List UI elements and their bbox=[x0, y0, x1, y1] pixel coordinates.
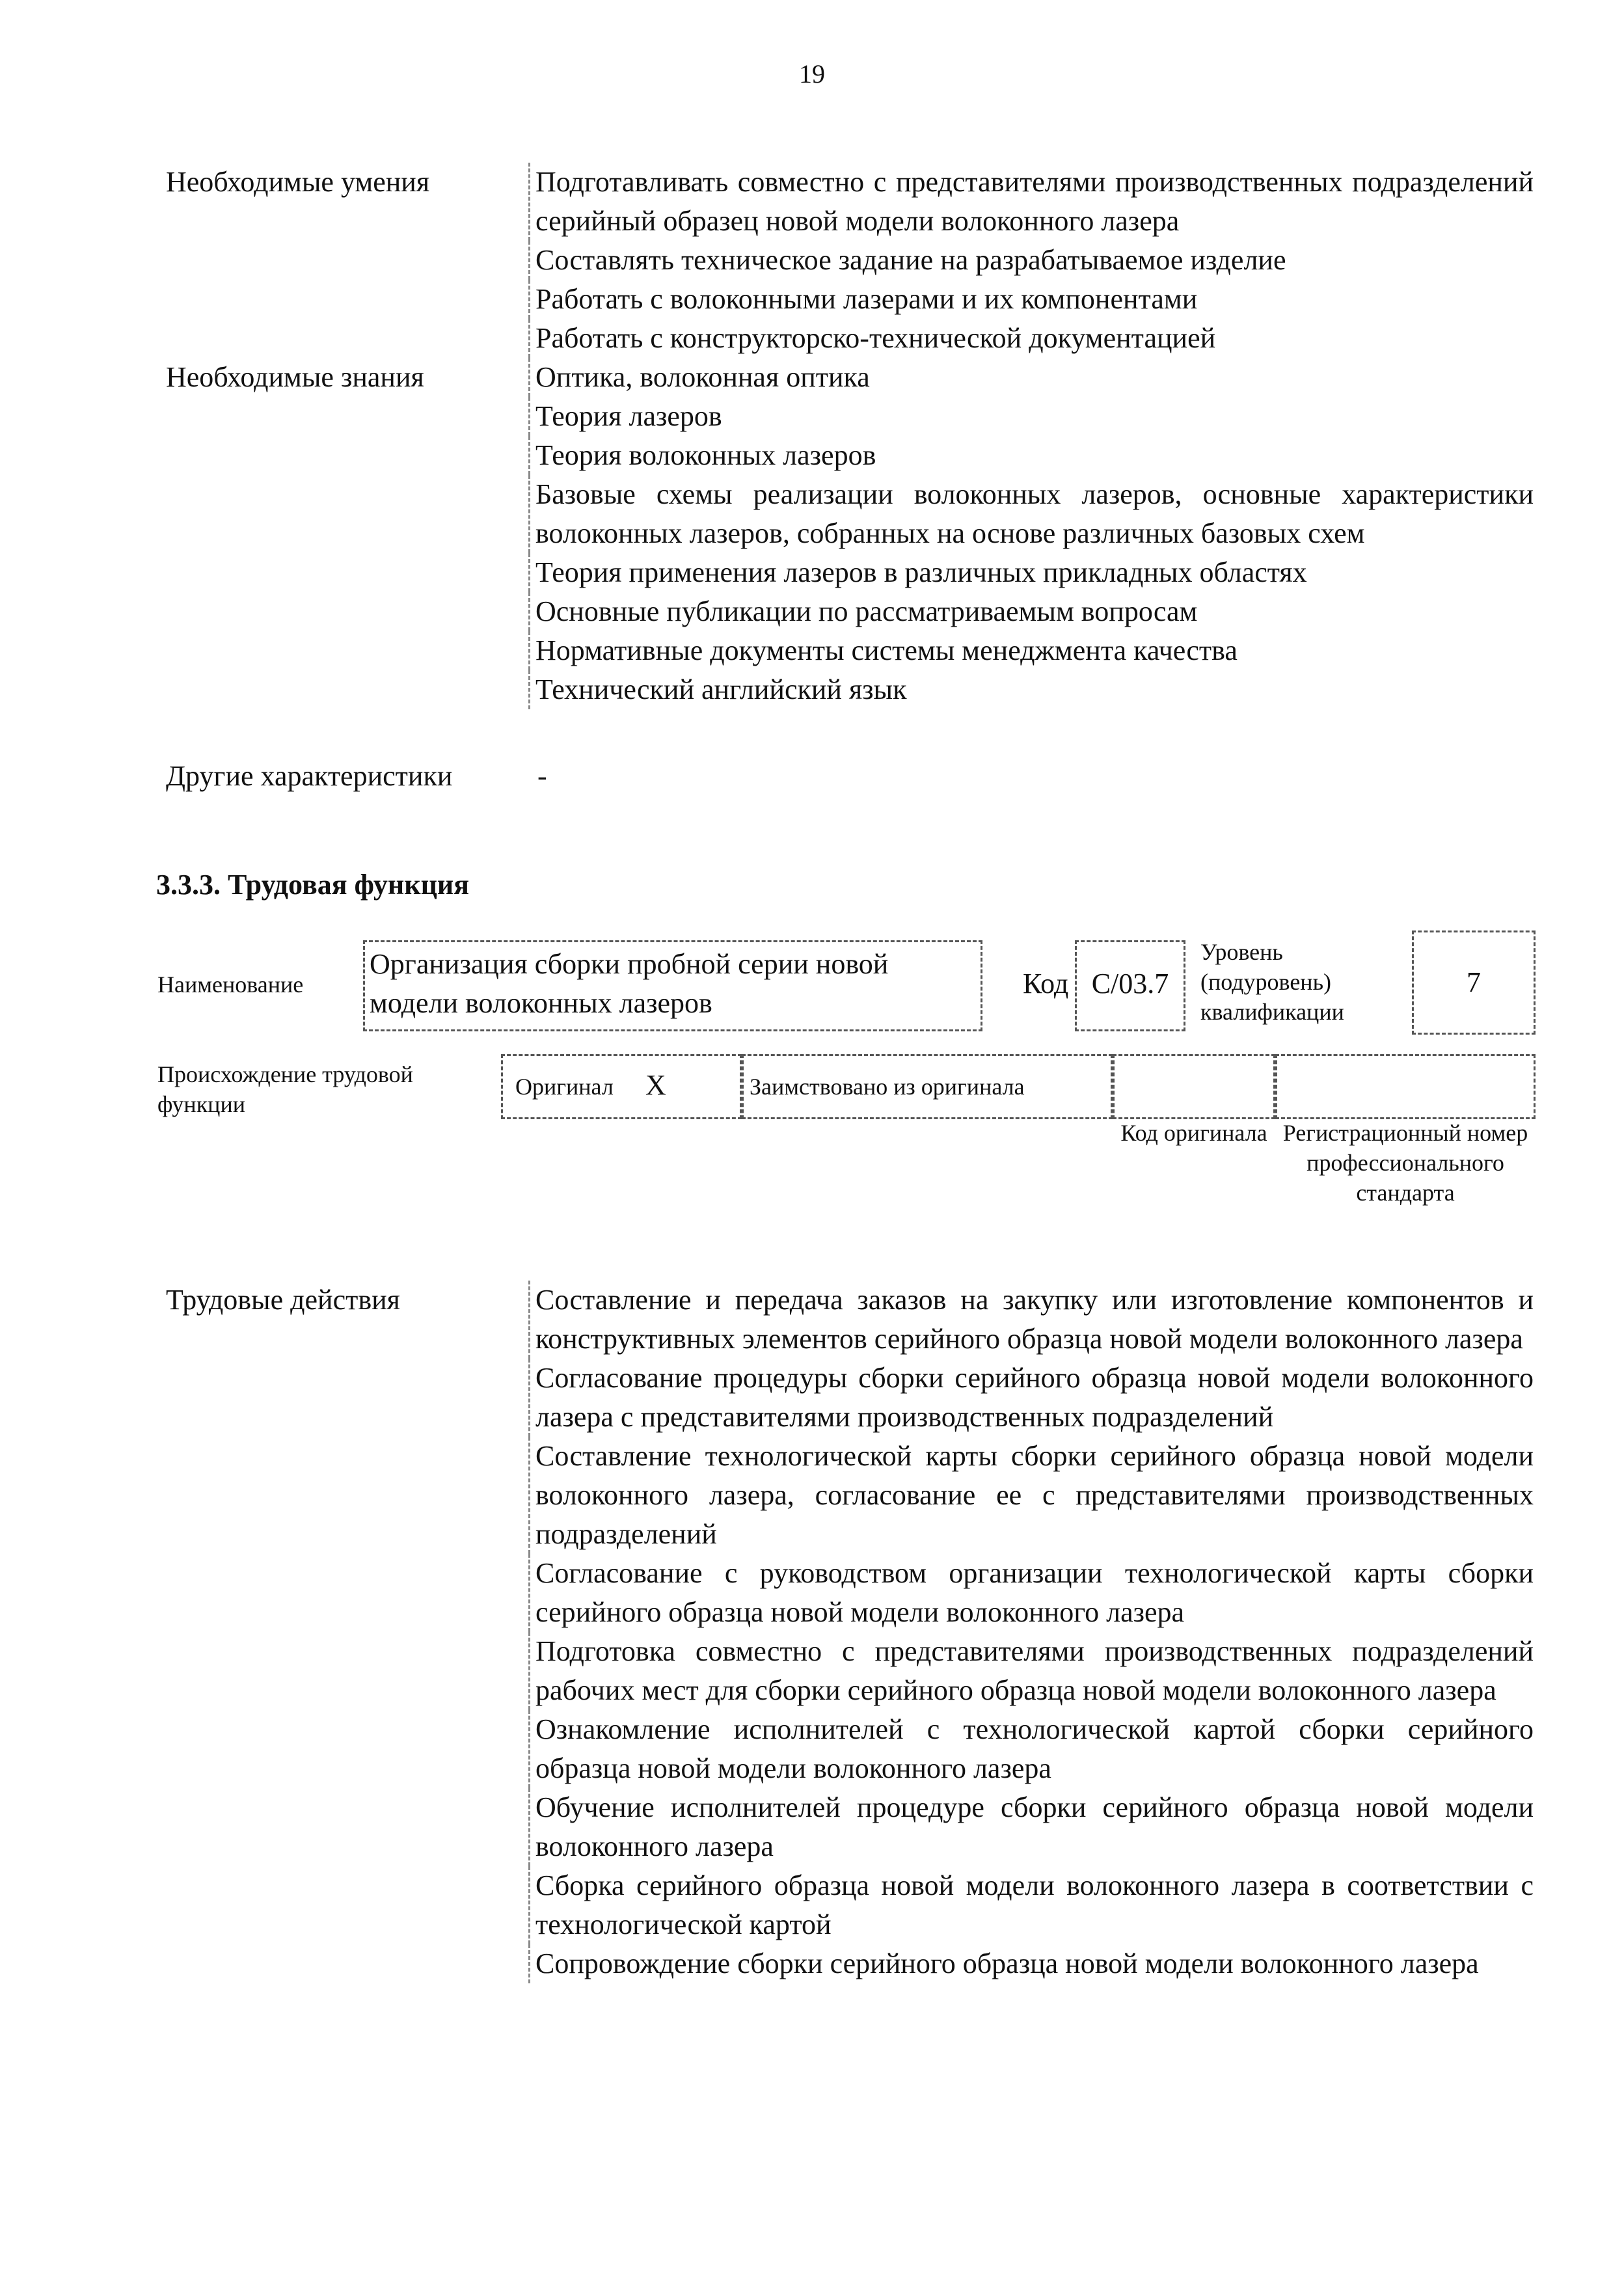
function-name: Организация сборки пробной серии новой модели волоконных лазеров bbox=[370, 948, 889, 1019]
knowledge-item: Теория волоконных лазеров bbox=[528, 436, 1534, 475]
knowledge-item: Основные публикации по рассматриваемым вопросам bbox=[528, 592, 1534, 631]
skills-item: Работать с волоконными лазерами и их компонентами bbox=[528, 280, 1534, 319]
skills-item: Подготавливать совместно с представителями производственных подразделений серийный образец новой модели волоконного лазера bbox=[528, 163, 1534, 241]
action-item: Составление и передача заказов на закупку или изготовление компонентов и конструктивных элементов серийного образца новой модели волоконного лазера bbox=[528, 1281, 1534, 1359]
skills-item: Составлять техническое задание на разрабатываемое изделие bbox=[528, 241, 1534, 280]
level-label: Уровень (подуровень) квалификации bbox=[1200, 939, 1344, 1025]
knowledge-item: Базовые схемы реализации волоконных лазеров, основные характеристики волоконных лазеров, собранных на основе различных базовых схем bbox=[528, 475, 1534, 553]
action-item: Сборка серийного образца новой модели волоконного лазера в соответствии с технологической картой bbox=[528, 1866, 1534, 1944]
action-item: Составление технологической карты сборки серийного образца новой модели волоконного лазера, согласование ее с представителями производственных подразделений bbox=[528, 1437, 1534, 1554]
action-item: Сопровождение сборки серийного образца новой модели волоконного лазера bbox=[528, 1944, 1534, 1983]
action-item: Согласование с руководством организации технологической карты сборки серийного образца новой модели волоконного лазера bbox=[528, 1554, 1534, 1632]
action-item: Обучение исполнителей процедуре сборки серийного образца новой модели волоконного лазера bbox=[528, 1788, 1534, 1866]
reg-number-box bbox=[1275, 1054, 1536, 1119]
other-label: Другие характеристики bbox=[166, 760, 453, 792]
level-value: 7 bbox=[1467, 966, 1481, 998]
skills-item: Работать с конструкторско-технической документацией bbox=[528, 319, 1534, 358]
original-mark: X bbox=[645, 1069, 666, 1101]
other-value: - bbox=[537, 760, 547, 792]
page-number: 19 bbox=[799, 59, 825, 88]
action-item: Согласование процедуры сборки серийного образца новой модели волоконного лазера с представителями производственных подразделений bbox=[528, 1359, 1534, 1437]
knowledge-item: Теория лазеров bbox=[528, 397, 1534, 436]
action-item: Подготовка совместно с представителями производственных подразделений рабочих мест для сборки серийного образца новой модели волоконного лазера bbox=[528, 1632, 1534, 1710]
code-label: Код bbox=[1023, 968, 1069, 999]
origin-code-caption: Код оригинала bbox=[1120, 1120, 1267, 1146]
actions-list bbox=[528, 1281, 1534, 1983]
section-heading: 3.3.3. Трудовая функция bbox=[156, 869, 470, 901]
origin-code-box bbox=[1113, 1054, 1275, 1119]
knowledge-item: Нормативные документы системы менеджмента качества bbox=[528, 631, 1534, 670]
code-value: C/03.7 bbox=[1091, 968, 1169, 999]
knowledge-item: Технический английский язык bbox=[528, 670, 1534, 709]
knowledge-item: Теория применения лазеров в различных прикладных областях bbox=[528, 553, 1534, 592]
original-label: Оригинал bbox=[515, 1074, 614, 1100]
origin-label: Происхождение трудовой функции bbox=[157, 1061, 413, 1117]
borrowed-label: Заимствовано из оригинала bbox=[750, 1074, 1025, 1100]
name-label: Наименование bbox=[157, 971, 304, 998]
knowledge-item: Оптика, волоконная оптика bbox=[528, 358, 1534, 397]
reg-number-caption: Регистрационный номер профессионального стандарта bbox=[1282, 1120, 1528, 1206]
actions-label: Трудовые действия bbox=[166, 1284, 400, 1316]
skills-label: Необходимые умения bbox=[166, 166, 430, 198]
knowledge-label: Необходимые знания bbox=[166, 361, 424, 393]
action-item: Ознакомление исполнителей с технологической картой сборки серийного образца новой модели волоконного лазера bbox=[528, 1710, 1534, 1788]
knowledge-list bbox=[528, 358, 1534, 709]
skills-list bbox=[528, 163, 1534, 358]
